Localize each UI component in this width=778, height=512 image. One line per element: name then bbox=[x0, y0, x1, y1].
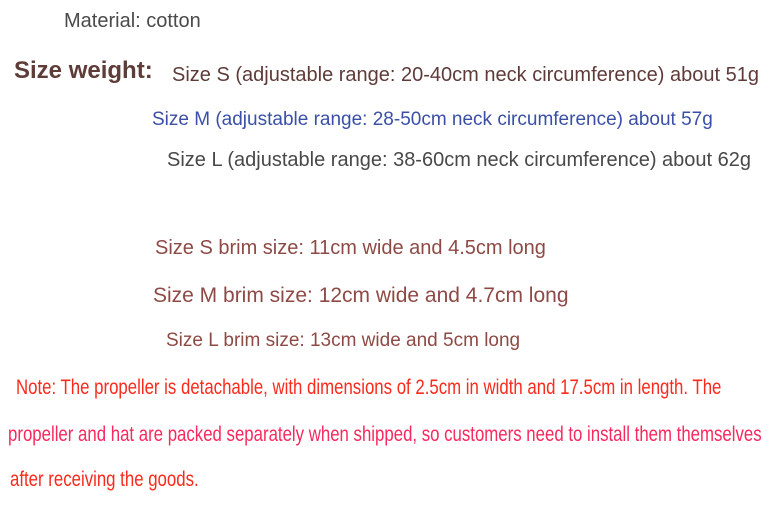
material-line: Material: cotton bbox=[64, 10, 201, 32]
size-weight-label: Size weight: bbox=[14, 57, 153, 84]
note-line-2: propeller and hat are packed separately when shipped, so customers need to install them themselves bbox=[8, 423, 762, 446]
weight-line-m: Size M (adjustable range: 28-50cm neck circumference) about 57g bbox=[152, 109, 713, 130]
weight-line-l: Size L (adjustable range: 38-60cm neck circumference) about 62g bbox=[167, 149, 752, 171]
note-line-3: after receiving the goods. bbox=[10, 468, 199, 491]
brim-line-m: Size M brim size: 12cm wide and 4.7cm long bbox=[153, 284, 569, 307]
brim-line-s: Size S brim size: 11cm wide and 4.5cm long bbox=[155, 237, 546, 259]
brim-line-l: Size L brim size: 13cm wide and 5cm long bbox=[166, 330, 521, 351]
note-line-1: Note: The propeller is detachable, with dimensions of 2.5cm in width and 17.5cm in length. The bbox=[16, 376, 722, 399]
weight-line-s: Size S (adjustable range: 20-40cm neck circumference) about 51g bbox=[172, 64, 759, 86]
